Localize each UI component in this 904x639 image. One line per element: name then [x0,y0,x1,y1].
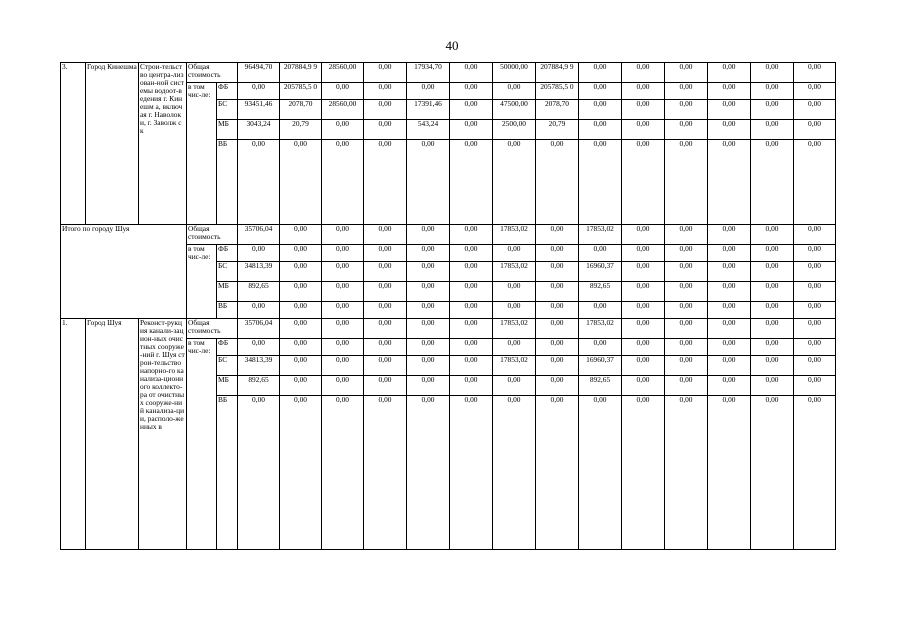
value-cell: 0,00 [622,120,665,140]
value-cell: 0,00 [322,319,364,339]
value-cell: 0,00 [536,356,579,376]
value-cell: 0,00 [280,302,322,319]
value-cell: 0,00 [536,282,579,302]
value-cell: 0,00 [322,376,364,396]
value-cell: 0,00 [751,302,794,319]
value-cell: 0,00 [407,83,450,100]
value-cell: 0,00 [364,339,407,356]
value-cell: 0,00 [280,376,322,396]
value-cell: 0,00 [622,140,665,225]
value-cell: 17853,02 [579,225,622,245]
value-cell: 0,00 [665,319,708,339]
value-cell: 0,00 [751,83,794,100]
value-cell: 0,00 [407,262,450,282]
value-cell: 0,00 [238,83,280,100]
value-cell: 0,00 [322,262,364,282]
value-cell: 0,00 [708,319,751,339]
value-cell: 0,00 [322,245,364,262]
value-cell: 0,00 [751,319,794,339]
funding-source: ВБ [217,396,238,550]
value-cell: 0,00 [364,63,407,83]
value-cell: 0,00 [708,356,751,376]
value-cell: 207884,9 9 [280,63,322,83]
funding-source: БС [217,356,238,376]
value-cell: 0,00 [450,140,493,225]
value-cell: 0,00 [665,282,708,302]
value-cell: 0,00 [450,100,493,120]
value-cell: 0,00 [280,140,322,225]
value-cell: 0,00 [708,376,751,396]
value-cell: 3043,24 [238,120,280,140]
value-cell: 2078,70 [280,100,322,120]
value-cell: 17391,46 [407,100,450,120]
city-name: Город Кинешма [86,63,139,225]
value-cell: 0,00 [407,225,450,245]
value-cell: 35706,04 [238,225,280,245]
total-cost-label: Общая стоимость [187,63,238,83]
including-label: в том чис-ле: [187,83,217,225]
funding-source: МБ [217,282,238,302]
value-cell: 0,00 [280,319,322,339]
value-cell: 0,00 [536,319,579,339]
value-cell: 0,00 [407,376,450,396]
value-cell: 0,00 [579,83,622,100]
value-cell: 0,00 [622,262,665,282]
value-cell: 0,00 [622,376,665,396]
value-cell: 0,00 [751,356,794,376]
value-cell: 0,00 [493,83,536,100]
block-kineshma [61,63,836,225]
value-cell: 543,24 [407,120,450,140]
value-cell: 0,00 [708,140,751,225]
value-cell: 28560,00 [322,63,364,83]
value-cell: 50000,00 [493,63,536,83]
value-cell: 0,00 [665,140,708,225]
value-cell: 0,00 [665,356,708,376]
value-cell: 47500,00 [493,100,536,120]
value-cell: 0,00 [579,245,622,262]
value-cell: 0,00 [322,339,364,356]
value-cell: 0,00 [665,339,708,356]
value-cell: 205785,5 0 [280,83,322,100]
value-cell: 0,00 [794,396,836,550]
funding-source: ФБ [217,339,238,356]
value-cell: 0,00 [450,262,493,282]
value-cell: 0,00 [794,376,836,396]
value-cell: 0,00 [493,282,536,302]
value-cell: 0,00 [493,245,536,262]
value-cell: 0,00 [450,302,493,319]
value-cell: 0,00 [407,396,450,550]
funding-source: ВБ [217,302,238,319]
value-cell: 0,00 [493,339,536,356]
value-cell: 0,00 [708,245,751,262]
value-cell: 17853,02 [493,356,536,376]
value-cell: 0,00 [708,262,751,282]
value-cell: 0,00 [407,339,450,356]
value-cell: 0,00 [536,225,579,245]
value-cell: 0,00 [450,319,493,339]
value-cell: 0,00 [238,302,280,319]
value-cell: 892,65 [238,282,280,302]
value-cell: 0,00 [579,396,622,550]
value-cell: 0,00 [450,245,493,262]
value-cell: 0,00 [407,319,450,339]
budget-table [60,62,836,550]
value-cell: 0,00 [450,396,493,550]
value-cell: 17853,02 [493,319,536,339]
value-cell: 0,00 [579,63,622,83]
value-cell: 0,00 [708,282,751,302]
value-cell: 0,00 [579,302,622,319]
value-cell: 20,79 [536,120,579,140]
value-cell: 0,00 [280,282,322,302]
funding-source: ФБ [217,83,238,100]
value-cell: 0,00 [238,396,280,550]
value-cell: 0,00 [407,282,450,302]
value-cell: 0,00 [665,262,708,282]
value-cell: 0,00 [536,140,579,225]
value-cell: 0,00 [280,356,322,376]
value-cell: 892,65 [579,282,622,302]
value-cell: 0,00 [493,302,536,319]
value-cell: 0,00 [450,63,493,83]
project-description: Реконст-рукция канали-зацион-ных очистных сооруже-ний г. Шуя строи-тельство напорно-го канализа-ционного коллекто-ра от очистных сооруже-ний канализа-ции, располо-женных в [139,319,187,550]
including-label: в том чис-ле: [187,245,217,319]
value-cell: 0,00 [364,83,407,100]
value-cell: 0,00 [322,120,364,140]
funding-source: БС [217,262,238,282]
value-cell: 0,00 [450,282,493,302]
value-cell: 0,00 [751,225,794,245]
value-cell: 0,00 [794,262,836,282]
value-cell: 0,00 [622,63,665,83]
value-cell: 0,00 [622,282,665,302]
value-cell: 34813,39 [238,262,280,282]
value-cell: 0,00 [536,339,579,356]
value-cell: 0,00 [708,63,751,83]
block-shuya-total [61,225,836,319]
value-cell: 0,00 [536,302,579,319]
row-number: 3. [61,63,86,225]
funding-source: ВБ [217,140,238,225]
value-cell: 0,00 [708,83,751,100]
value-cell: 0,00 [450,83,493,100]
value-cell: 0,00 [536,245,579,262]
value-cell: 0,00 [708,396,751,550]
value-cell: 0,00 [364,245,407,262]
value-cell: 0,00 [794,63,836,83]
value-cell: 0,00 [622,225,665,245]
value-cell: 0,00 [622,302,665,319]
value-cell: 16960,37 [579,262,622,282]
funding-source: МБ [217,376,238,396]
value-cell: 0,00 [751,140,794,225]
value-cell: 34813,39 [238,356,280,376]
value-cell: 0,00 [708,225,751,245]
value-cell: 0,00 [665,83,708,100]
value-cell: 0,00 [794,302,836,319]
subtotal-label: Итого по городу Шуя [61,225,187,319]
value-cell: 16960,37 [579,356,622,376]
value-cell: 0,00 [794,356,836,376]
value-cell: 35706,04 [238,319,280,339]
value-cell: 0,00 [450,339,493,356]
value-cell: 0,00 [579,140,622,225]
value-cell: 2500,00 [493,120,536,140]
funding-source: БС [217,100,238,120]
value-cell: 0,00 [238,245,280,262]
value-cell: 0,00 [622,100,665,120]
total-cost-label: Общая стоимость [187,225,238,245]
value-cell: 0,00 [364,262,407,282]
value-cell: 0,00 [665,245,708,262]
value-cell: 0,00 [751,396,794,550]
value-cell: 2078,70 [536,100,579,120]
value-cell: 0,00 [622,319,665,339]
value-cell: 0,00 [751,262,794,282]
page-number: 40 [445,38,459,53]
value-cell: 0,00 [665,302,708,319]
value-cell: 0,00 [794,140,836,225]
value-cell: 28560,00 [322,100,364,120]
value-cell: 0,00 [665,225,708,245]
value-cell: 0,00 [794,282,836,302]
value-cell: 0,00 [364,282,407,302]
value-cell: 0,00 [322,356,364,376]
city-name: Город Шуя [86,319,139,550]
value-cell: 0,00 [579,339,622,356]
value-cell: 20,79 [280,120,322,140]
value-cell: 17853,02 [579,319,622,339]
value-cell: 0,00 [622,83,665,100]
value-cell: 0,00 [322,140,364,225]
value-cell: 0,00 [450,225,493,245]
value-cell: 0,00 [536,376,579,396]
value-cell: 0,00 [751,120,794,140]
value-cell: 0,00 [794,245,836,262]
value-cell: 207884,9 9 [536,63,579,83]
value-cell: 892,65 [238,376,280,396]
value-cell: 0,00 [322,282,364,302]
value-cell: 0,00 [751,376,794,396]
value-cell: 0,00 [622,245,665,262]
total-cost-label: Общая стоимость [187,319,238,339]
value-cell: 0,00 [364,302,407,319]
value-cell: 205785,5 0 [536,83,579,100]
value-cell: 0,00 [622,396,665,550]
value-cell: 0,00 [751,100,794,120]
value-cell: 0,00 [493,396,536,550]
value-cell: 17934,70 [407,63,450,83]
value-cell: 0,00 [364,356,407,376]
value-cell: 0,00 [322,225,364,245]
value-cell: 0,00 [280,245,322,262]
value-cell: 0,00 [751,245,794,262]
value-cell: 0,00 [280,225,322,245]
value-cell: 0,00 [407,140,450,225]
value-cell: 0,00 [665,63,708,83]
value-cell: 0,00 [536,262,579,282]
project-description: Строи-тельство центра-лизован-ной системы водоот-ведения г. Кинешм а, включая г. Наволок и, г. Заволж ск [139,63,187,225]
value-cell: 0,00 [280,396,322,550]
value-cell: 0,00 [322,396,364,550]
value-cell: 0,00 [407,245,450,262]
value-cell: 0,00 [579,100,622,120]
block-shuya [61,319,836,550]
funding-source: МБ [217,120,238,140]
value-cell: 0,00 [364,396,407,550]
value-cell: 0,00 [364,140,407,225]
value-cell: 892,65 [579,376,622,396]
value-cell: 0,00 [751,63,794,83]
value-cell: 0,00 [665,100,708,120]
value-cell: 0,00 [751,282,794,302]
value-cell: 0,00 [407,356,450,376]
value-cell: 0,00 [794,319,836,339]
value-cell: 0,00 [665,120,708,140]
funding-source: ФБ [217,245,238,262]
value-cell: 0,00 [238,339,280,356]
value-cell: 0,00 [364,319,407,339]
value-cell: 0,00 [708,339,751,356]
value-cell: 0,00 [622,356,665,376]
value-cell: 0,00 [708,302,751,319]
value-cell: 0,00 [280,339,322,356]
value-cell: 0,00 [794,225,836,245]
value-cell: 96494,70 [238,63,280,83]
value-cell: 0,00 [364,225,407,245]
value-cell: 0,00 [708,100,751,120]
value-cell: 0,00 [665,396,708,550]
value-cell: 0,00 [794,120,836,140]
value-cell: 0,00 [794,339,836,356]
value-cell: 0,00 [238,140,280,225]
value-cell: 0,00 [536,396,579,550]
value-cell: 0,00 [364,120,407,140]
value-cell: 0,00 [364,376,407,396]
value-cell: 0,00 [407,302,450,319]
value-cell: 0,00 [794,83,836,100]
value-cell: 0,00 [450,376,493,396]
value-cell: 0,00 [322,83,364,100]
value-cell: 0,00 [450,120,493,140]
value-cell: 0,00 [665,376,708,396]
value-cell: 0,00 [322,302,364,319]
value-cell: 0,00 [364,100,407,120]
value-cell: 0,00 [751,339,794,356]
value-cell: 0,00 [622,339,665,356]
value-cell: 0,00 [280,262,322,282]
value-cell: 93451,46 [238,100,280,120]
value-cell: 17853,02 [493,225,536,245]
value-cell: 0,00 [450,356,493,376]
value-cell: 0,00 [493,140,536,225]
including-label: в том чис-ле: [187,339,217,550]
value-cell: 17853,02 [493,262,536,282]
value-cell: 0,00 [579,120,622,140]
row-number: 1. [61,319,86,550]
value-cell: 0,00 [493,376,536,396]
value-cell: 0,00 [708,120,751,140]
value-cell: 0,00 [794,100,836,120]
